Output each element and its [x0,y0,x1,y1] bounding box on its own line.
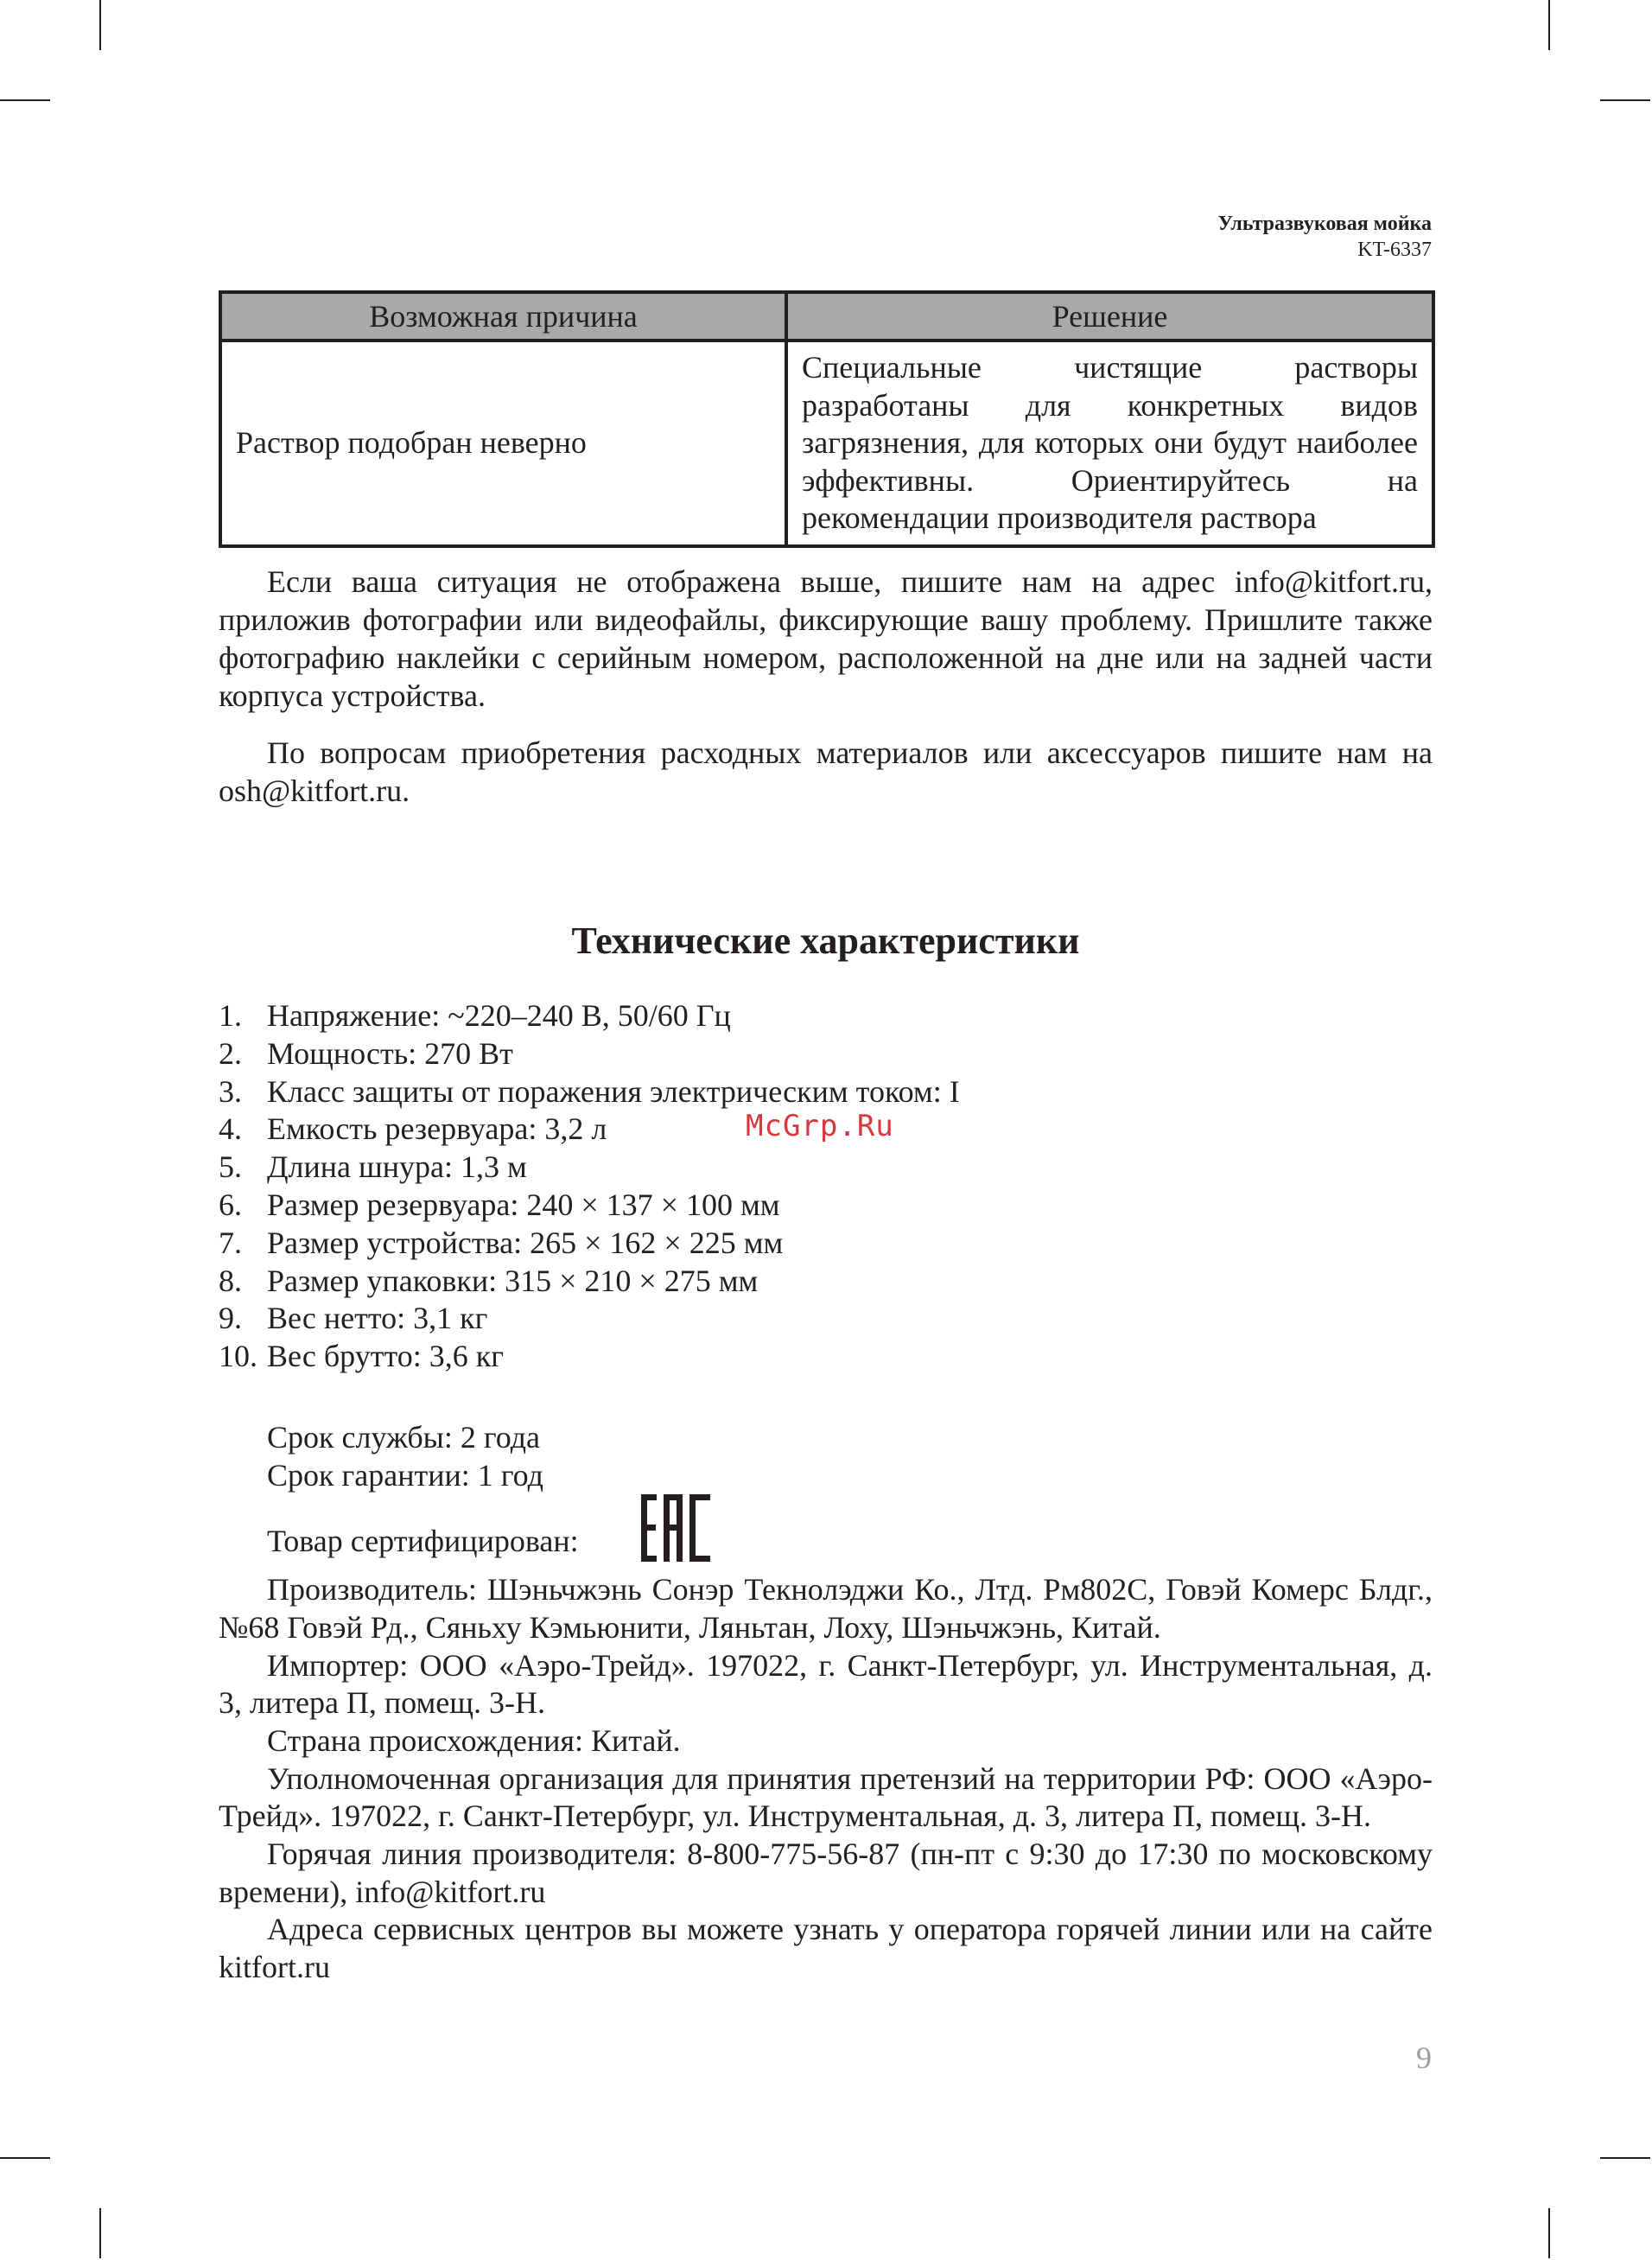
list-item: 8. Размер упаковки: 315 × 210 × 275 мм [219,1263,759,1298]
list-item: 9. Вес нетто: 3,1 кг [219,1301,488,1336]
list-item: 10. Вес брутто: 3,6 кг [219,1339,504,1374]
country-of-origin: Страна происхождения: Китай. [267,1722,681,1758]
cause-cell: Раствор подобран неверно [220,341,786,546]
product-title: Ультразвуковая мойка [1217,213,1432,235]
list-item: 7. Размер устройства: 265 × 162 × 225 мм [219,1225,784,1260]
crop-mark [1600,99,1650,101]
product-info [219,1419,1433,1987]
crop-mark [99,0,101,50]
warranty-period: Срок гарантии: 1 год [267,1457,543,1493]
eac-mark-icon [593,1494,710,1571]
hotline: Горячая линия производителя: 8-800-775-56-87 (пн-пт с 9:30 до 17:30 по московскому времени), info@kitfort.ru [219,1837,1433,1909]
model-number: KT-6337 [1357,239,1432,261]
table-header-row [220,292,1433,341]
header-solution: Решение [786,292,1433,341]
crop-mark [1600,2157,1650,2159]
manufacturer: Производитель: Шэньчжэнь Сонэр Текнолэджи Ко., Лтд. Рм802С, Говэй Комерс Блдг., №68 Говэй Рд., Сяньху Кэмьюнити, Ляньтан, Лоху, Шэньчжэнь, Китай. [219,1572,1433,1645]
list-item: 3. Класс защиты от поражения электрическим током: I [219,1073,960,1109]
contact-paragraph: Если ваша ситуация не отображена выше, пишите нам на адрес info@kitfort.ru, приложив фотографии или видеофайлы, фиксирующие вашу проблему. Пришлите также фотографию наклейки с серийным номером, расположенной на дне или на задней части корпуса устройства. [219,564,1433,713]
list-item: 5. Длина шнура: 1,3 м [219,1149,527,1185]
table-row [220,341,1433,546]
service-life: Срок службы: 2 года [267,1420,541,1455]
list-item: 4. Емкость резервуара: 3,2 л [219,1111,607,1147]
crop-mark [0,99,50,101]
troubleshooting-table [219,290,1435,548]
section-title: Технические характеристики [571,920,1080,962]
list-item: 1. Напряжение: ~220–240 В, 50/60 Гц [219,998,731,1033]
crop-mark [0,2157,50,2159]
service-centers: Адреса сервисных центров вы можете узнать у оператора горячей линии или на сайте kitfort.ru [219,1912,1433,1985]
watermark: McGrp.Ru [746,1109,894,1143]
certification-row [219,1494,1433,1571]
solution-cell: Специальные чистящие растворы разработаны для конкретных видов загрязнения, для которых они будут наиболее эффективны. Ориентируйтесь на рекомендации производителя раствора [786,341,1433,546]
crop-mark [1548,0,1550,50]
authorized-organization: Уполномоченная организация для принятия претензий на территории РФ: ООО «Аэро-Трейд». 197022, г. Санкт-Петербург, ул. Инструментальная, д. 3, литера П, помещ. 3-Н. [219,1760,1433,1834]
spec-list [219,997,960,1376]
running-header [1217,211,1432,263]
header-cause: Возможная причина [220,292,786,341]
page-number: 9 [1416,2040,1432,2075]
list-item: 2. Мощность: 270 Вт [219,1035,513,1071]
crop-mark [99,2208,101,2258]
crop-mark [1548,2208,1550,2258]
importer: Импортер: ООО «Аэро-Трейд». 197022, г. Санкт-Петербург, ул. Инструментальная, д. 3, литера П, помещ. 3-Н. [219,1647,1433,1721]
supplies-paragraph: По вопросам приобретения расходных материалов или аксессуаров пишите нам на osh@kitfort.ru. [219,735,1433,808]
certified-label: Товар сертифицирован: [267,1524,579,1559]
list-item: 6. Размер резервуара: 240 × 137 × 100 мм [219,1187,780,1222]
